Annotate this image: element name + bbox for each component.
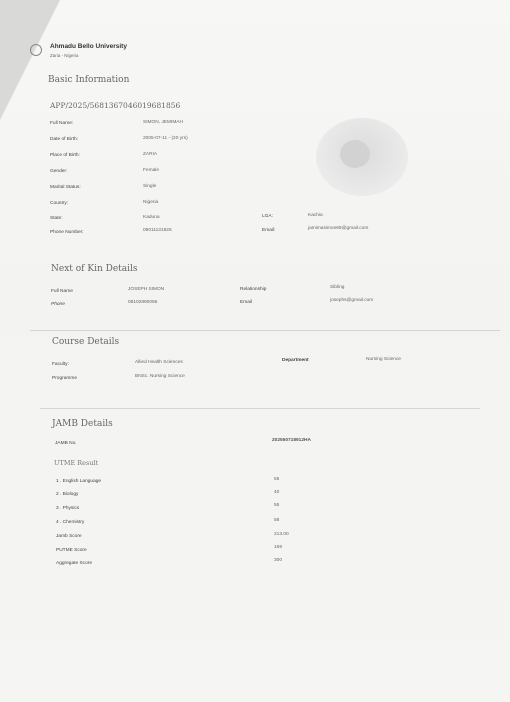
country-label: Country: (50, 201, 69, 206)
pob-value: ZARIA (143, 152, 158, 157)
marital-value: Single (143, 184, 157, 189)
full-name-value: SIMON, JEMIMAH (143, 120, 183, 125)
department-label: Department (282, 358, 309, 363)
kin-email-label: Email (240, 300, 252, 305)
subject-score: 40 (274, 490, 280, 495)
university-logo (30, 44, 42, 56)
phone-value: 09011131825 (143, 228, 172, 233)
gender-label: Gender: (50, 169, 68, 174)
jamb-score-value: 213.00 (274, 532, 289, 537)
email-value: jamimasimon69@gmail.com (308, 226, 369, 231)
subject-score: 55 (274, 477, 280, 482)
course-title: Course Details (52, 337, 120, 347)
subject-score: 58 (274, 518, 280, 523)
lga-value: Kachia (308, 213, 323, 218)
aggregate-label: Aggregate Score (56, 561, 93, 566)
kin-email-value: josephs@gmail.com (330, 298, 374, 303)
kin-full-name-value: JOSEPH SIMON (128, 287, 165, 292)
jamb-score-label: Jamb Score (56, 534, 82, 539)
basic-info-title: Basic Information (48, 75, 130, 85)
phone-label: Phone Number: (50, 230, 84, 235)
gender-value: Female (143, 168, 159, 173)
pob-label: Place of Birth: (50, 153, 80, 158)
subject-label: 1 . English Language (56, 479, 102, 484)
kin-phone-value: 08102890056 (128, 300, 158, 305)
kin-phone-label: Phone (51, 302, 65, 307)
department-value: Nursing Science (366, 357, 401, 362)
jamb-title: JAMB Details (52, 419, 113, 429)
full-name-label: Full Name: (50, 121, 74, 126)
university-name: Ahmadu Bello University (50, 43, 127, 50)
subject-label: 3 . Physics (56, 506, 80, 511)
lga-label: LGA: (262, 214, 273, 219)
subject-label: 4 . Chemistry (56, 520, 85, 525)
photo-silhouette (340, 140, 370, 168)
jamb-no-label: JAMB No. (55, 441, 77, 446)
marital-label: Marital Status: (50, 185, 81, 190)
putme-label: PUTME Score (56, 548, 87, 553)
university-location: Zaria - Nigeria (50, 53, 79, 58)
aggregate-value: 300 (274, 558, 283, 563)
kin-title: Next of Kin Details (51, 264, 138, 274)
faculty-label: Faculty: (52, 362, 69, 367)
dob-label: Date of Birth: (50, 137, 78, 142)
programme-value: BNSc. Nursing Science (135, 374, 185, 379)
subject-label: 2 . Biology (56, 492, 79, 497)
kin-relationship-value: Sibling (330, 285, 345, 290)
email-label: Email: (262, 228, 276, 233)
subject-score: 55 (274, 503, 280, 508)
dob-value: 2005-07-11 - (20 yrs) (143, 136, 188, 141)
application-number: APP/2025/5681367046019681856 (50, 101, 181, 110)
faculty-value: Allied Health Sciences (135, 360, 183, 365)
country-value: Nigeria (143, 200, 159, 205)
state-label: State: (50, 216, 63, 221)
putme-value: 169 (274, 545, 283, 550)
kin-full-name-label: Full Name (51, 289, 73, 294)
utme-title: UTME Result (54, 459, 99, 467)
kin-relationship-label: Relationship (240, 287, 267, 292)
state-value: Kaduna (143, 215, 160, 220)
programme-label: Programme (52, 376, 78, 381)
fold-crease (40, 408, 480, 409)
jamb-no-value: 202550718912HA (272, 438, 311, 443)
fold-crease (30, 330, 500, 331)
